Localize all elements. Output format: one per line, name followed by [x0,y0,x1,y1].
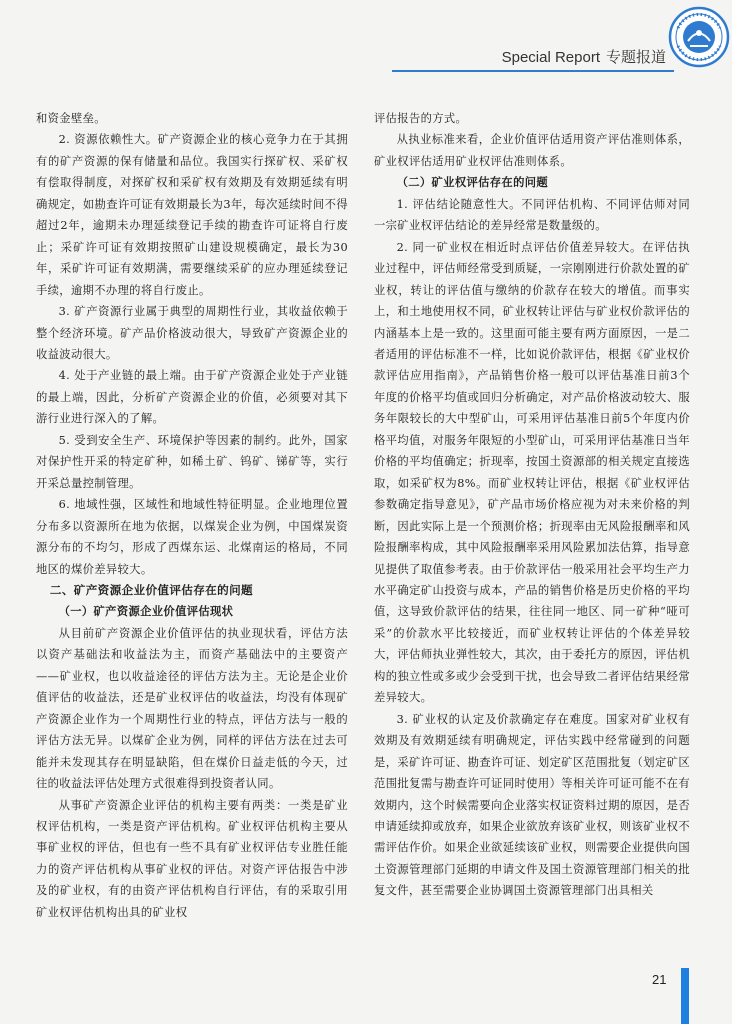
left-column [36,108,348,923]
paragraph: 6. 地域性强，区域性和地域性特征明显。企业地理位置分布多以资源所在地为依据，以煤炭企业为例，中国煤炭资源分布的不均匀，形成了西煤东运、北煤南运的格局，不同地区的煤价差异较大。 [36,498,348,576]
paragraph: 2. 资源依赖性大。矿产资源企业的核心竞争力在于其拥有的矿产资源的保有储量和品位。我国实行探矿权、采矿权有偿取得制度，对探矿权和采矿权有效期及有效期延续有明确规定，如勘查许可证有效期最长为3年，每次延续时间不得超过2年，逾期未办理延续登记手续的勘查许可证将自行废止；采矿许可证有效期按照矿山建设规模确定，最长为30年，采矿许可证有效期满，需要继续采矿的应办理延续登记手续，逾期不办理的将自行废止。 [36,133,348,297]
paragraph: 和资金壁垒。 [36,112,106,125]
paragraph: 2. 同一矿业权在相近时点评估价值差异较大。在评估执业过程中，评估师经常受到质疑，一宗刚刚进行价款处置的矿业权，转让的评估值与缴纳的价款存在较大的增值。而事实上，和土地使用权不同，矿业权转让评估与矿业权价款评估的内涵基本上是一致的。这里面可能主要有两方面原因，一是二者适用的评估标准不一样，比如说价款评估，根据《矿业权价款评估应用指南》，产品销售价格一般可以评估基准日前3个年度的价格平均值或回归分析确定，对产品价格波动较大、服务年限较长的大中型矿山，可采用评估基准日前5个年度内价格平均值，对服务年限短的小型矿山，可采用评估基准日当年价格的平均值确定；折现率，按国土资源部的相关规定直接选取，如采矿权为8%。而矿业权转让评估，根据《矿业权评估参数确定指导意见》，矿产品市场价格应视为对未来价格的判断，因此实际上是一个预测价格；折现率由无风险报酬率和风险报酬率构成，其中风险报酬率采用风险累加法估算，指导意见提供了取值参考表。由于价款评估一般采用社会平均生产力水平确定矿山投资与成本，产品的销售价格是历史价格的平均值，这导致价款评估的结果，往往同一地区、同一矿种“哑可采”的价款水平比较接近，而矿业权转让评估的个体差异较大，评估师执业弹性较大，其次，由于委托方的原因，评估机构的独立性或多或少会受到干扰，也会导致二者评估结果经常差异较大。 [374,240,690,705]
paragraph: 3. 矿业权的认定及价款确定存在难度。国家对矿业权有效期及有效期延续有明确规定，评估实践中经常碰到的问题是，采矿许可证、勘查许可证、划定矿区范围批复（划定矿区范围批复需与勘查许可证同时使用）等相关许可证可能不在有效期内，这个时候需要向企业落实权证资料过期的原因，是否申请延续抑或放弃，如果企业欲放弃该矿业权，则该矿业权不需评估作价。如果企业欲延续该矿业权，则需要企业提供向国土资源管理部门延期的申请文件及国土资源管理部门相关的批复文件，甚至需要企业协调国土资源管理部门出具相关 [374,712,690,898]
subsection-heading: （一）矿产资源企业价值评估现状 [58,604,234,619]
paragraph: 1. 评估结论随意性大。不同评估机构、不同评估师对同一宗矿业权评估结论的差异经常是数量级的。 [374,197,690,233]
page-number: 21 [652,972,667,987]
paragraph: 评估报告的方式。 [374,112,468,125]
header-rule [392,70,674,72]
section-title [502,46,666,67]
paragraph: 从目前矿产资源企业价值评估的执业现状看，评估方法以资产基础法和收益法为主，而资产基础法中的主要资产——矿业权，也以收益途径的评估方法为主。无论是企业价值评估的收益法，还是矿业权评估的收益法，均没有体现矿产资源企业作为一个周期性行业的特点，评估方法与一般的评估方法无异。以煤矿企业为例，同样的评估方法在过去可能并未发现其存在明显缺陷，但在煤价日益走低的今天，过往的收益法评估处理方式很难得到投资者认同。 [36,626,348,791]
section-heading: 二、矿产资源企业价值评估存在的问题 [49,582,253,597]
section-title-cn: 专题报道 [605,49,666,66]
page-header [0,0,732,80]
subsection-heading: （二）矿业权评估存在的问题 [396,175,549,190]
section-title-en: Special Report [501,49,600,66]
paragraph: 4. 处于产业链的最上端。由于矿产资源企业处于产业链的最上端，因此，分析矿产资源企业的价值，必须要对其下游行业进行深入的了解。 [36,369,348,426]
paragraph: 5. 受到安全生产、环境保护等因素的制约。此外，国家对保护性开采的特定矿种，如稀土矿、钨矿、锑矿等，实行开采总量控制管理。 [36,433,348,490]
page-side-bar [681,968,689,1024]
circular-seal-logo-icon [668,6,730,68]
paragraph: 3. 矿产资源行业属于典型的周期性行业，其收益依赖于整个经济环境。矿产品价格波动很大，导致矿产资源企业的收益波动很大。 [36,305,348,361]
paragraph: 从事矿产资源企业评估的机构主要有两类：一类是矿业权评估机构，一类是资产评估机构。矿业权评估机构主要从事矿业权的评估，但也有一些不具有矿业权评估专业胜任能力的资产评估机构从事矿业权的评估。对资产评估报告中涉及的矿业权，有的由资产评估机构自行评估，有的采取引用矿业权评估机构出具的矿业权 [36,798,348,919]
right-column [374,108,690,902]
paragraph: 从执业标准来看，企业价值评估适用资产评估准则体系，矿业权评估适用矿业权评估准则体系。 [374,133,690,168]
